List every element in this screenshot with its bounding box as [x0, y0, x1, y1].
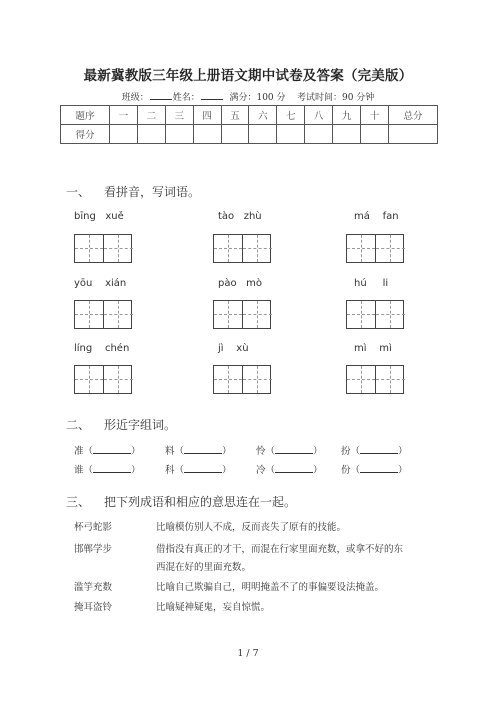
pinyin: xián	[105, 278, 127, 289]
score-header-cell: 九	[333, 106, 361, 125]
writing-grid[interactable]	[213, 234, 271, 263]
pinyin-item	[354, 211, 399, 222]
page-title: 最新冀教版三年级上册语文期中试卷及答案（完美版）	[83, 68, 413, 84]
char: 准	[74, 446, 84, 457]
score-row-label: 得分	[61, 125, 110, 144]
writing-grid[interactable]	[346, 300, 404, 329]
meaning[interactable]: 比喻自己欺骗自己，明明掩盖不了的事偏要设法掩盖。	[156, 582, 385, 593]
idiom[interactable]: 掩耳盗铃	[74, 602, 113, 613]
score-cell[interactable]	[361, 125, 389, 144]
char: 份	[341, 465, 351, 476]
char: 料	[165, 446, 175, 457]
score-cell[interactable]	[110, 125, 138, 144]
score-row	[61, 125, 438, 144]
word-group-item: 谁（ ）	[74, 465, 141, 476]
name-blank	[201, 90, 223, 100]
pinyin: bīng	[74, 211, 96, 222]
pinyin: líng	[74, 343, 93, 354]
writing-grid[interactable]	[213, 365, 271, 394]
writing-grid[interactable]	[346, 365, 404, 394]
score-cell[interactable]	[277, 125, 305, 144]
score-table	[60, 105, 438, 144]
answer-blank[interactable]	[360, 463, 398, 473]
word-group-item: 份（ ）	[341, 465, 408, 476]
score-header-cell: 题序	[61, 106, 110, 125]
score-cell[interactable]	[305, 125, 333, 144]
idiom[interactable]: 杯弓蛇影	[74, 522, 113, 533]
meaning[interactable]: 比喻模仿别人不成，反而丧失了原有的技能。	[156, 522, 347, 533]
pinyin: mò	[246, 278, 262, 289]
pinyin-item	[218, 278, 262, 289]
section-title: 形近字组词。	[104, 418, 177, 432]
section-number: 三、	[66, 495, 91, 509]
pinyin: hú	[354, 278, 367, 289]
pinyin: má	[354, 211, 370, 222]
score-cell[interactable]	[137, 125, 165, 144]
score-cell[interactable]	[389, 125, 438, 144]
score-cell[interactable]	[165, 125, 193, 144]
pinyin-item	[74, 211, 124, 222]
idiom[interactable]: 邯郸学步	[74, 544, 113, 555]
score-header-cell: 二	[137, 106, 165, 125]
pinyin: li	[382, 278, 389, 289]
answer-blank[interactable]	[275, 444, 313, 454]
full-score: 满分：100 分	[229, 93, 286, 103]
pinyin: yōu	[74, 278, 93, 289]
page-number: 1 / 7	[237, 648, 259, 659]
score-header-cell: 六	[249, 106, 277, 125]
section-number: 一、	[66, 185, 91, 199]
writing-grid[interactable]	[74, 365, 132, 394]
char: 怜	[256, 446, 266, 457]
pinyin-item	[74, 343, 129, 354]
word-group-item: 科（ ）	[165, 465, 232, 476]
section-title: 看拼音，写词语。	[104, 185, 201, 199]
pinyin: zhù	[243, 211, 262, 222]
word-group-item: 怜（ ）	[256, 446, 323, 457]
word-group-item: 准（ ）	[74, 446, 141, 457]
pinyin: jì	[218, 343, 224, 354]
class-label: 班级：	[121, 93, 149, 103]
score-cell[interactable]	[221, 125, 249, 144]
exam-time: 考试时间：90 分钟	[296, 93, 375, 103]
writing-grid[interactable]	[213, 300, 271, 329]
pinyin-item	[218, 343, 249, 354]
score-header-cell: 十	[361, 106, 389, 125]
score-header-row	[61, 106, 438, 125]
class-blank	[150, 90, 172, 100]
pinyin: mì	[379, 343, 392, 354]
score-header-cell: 七	[277, 106, 305, 125]
score-header-cell: 三	[165, 106, 193, 125]
score-header-cell: 五	[221, 106, 249, 125]
section-number: 二、	[66, 418, 91, 432]
score-header-cell: 总分	[389, 106, 438, 125]
pinyin: pào	[218, 278, 237, 289]
writing-grid[interactable]	[346, 234, 404, 263]
word-group-item: 料（ ）	[165, 446, 232, 457]
score-cell[interactable]	[333, 125, 361, 144]
pinyin: tào	[218, 211, 235, 222]
meaning[interactable]: 借指没有真正的才干，而混在行家里面充数，或拿不好的东	[156, 544, 404, 555]
pinyin-item	[74, 278, 126, 289]
section-1-heading	[66, 183, 200, 200]
meaning-continued: 西混在好的里面充数。	[156, 562, 252, 573]
word-group-item: 扮（ ）	[341, 446, 408, 457]
section-3-heading	[66, 493, 296, 510]
char: 科	[165, 465, 175, 476]
score-header-cell: 四	[193, 106, 221, 125]
writing-grid[interactable]	[74, 234, 132, 263]
score-header-cell: 八	[305, 106, 333, 125]
score-header-cell: 一	[110, 106, 138, 125]
section-title: 把下列成语和相应的意思连在一起。	[104, 495, 297, 509]
pinyin: xuě	[105, 211, 124, 222]
name-label: 姓名：	[172, 93, 200, 103]
idiom[interactable]: 滥竽充数	[74, 582, 113, 593]
char: 谁	[74, 465, 84, 476]
answer-blank[interactable]	[93, 463, 131, 473]
pinyin-item	[354, 278, 388, 289]
answer-blank[interactable]	[275, 463, 313, 473]
pinyin: fan	[382, 211, 399, 222]
answer-blank[interactable]	[360, 444, 398, 454]
score-cell[interactable]	[193, 125, 221, 144]
answer-blank[interactable]	[184, 463, 222, 473]
char: 冷	[256, 465, 266, 476]
section-2-heading	[66, 416, 176, 433]
pinyin: mì	[354, 343, 367, 354]
answer-blank[interactable]	[184, 444, 222, 454]
exam-info	[0, 90, 496, 103]
char: 扮	[341, 446, 351, 457]
score-cell[interactable]	[249, 125, 277, 144]
pinyin-item	[218, 211, 262, 222]
pinyin-item	[354, 343, 392, 354]
writing-grid[interactable]	[74, 300, 132, 329]
pinyin: chén	[104, 343, 130, 354]
answer-blank[interactable]	[93, 444, 131, 454]
meaning[interactable]: 比喻疑神疑鬼，妄自惊慌。	[156, 602, 271, 613]
pinyin: xù	[236, 343, 249, 354]
word-group-item: 冷（ ）	[256, 465, 323, 476]
